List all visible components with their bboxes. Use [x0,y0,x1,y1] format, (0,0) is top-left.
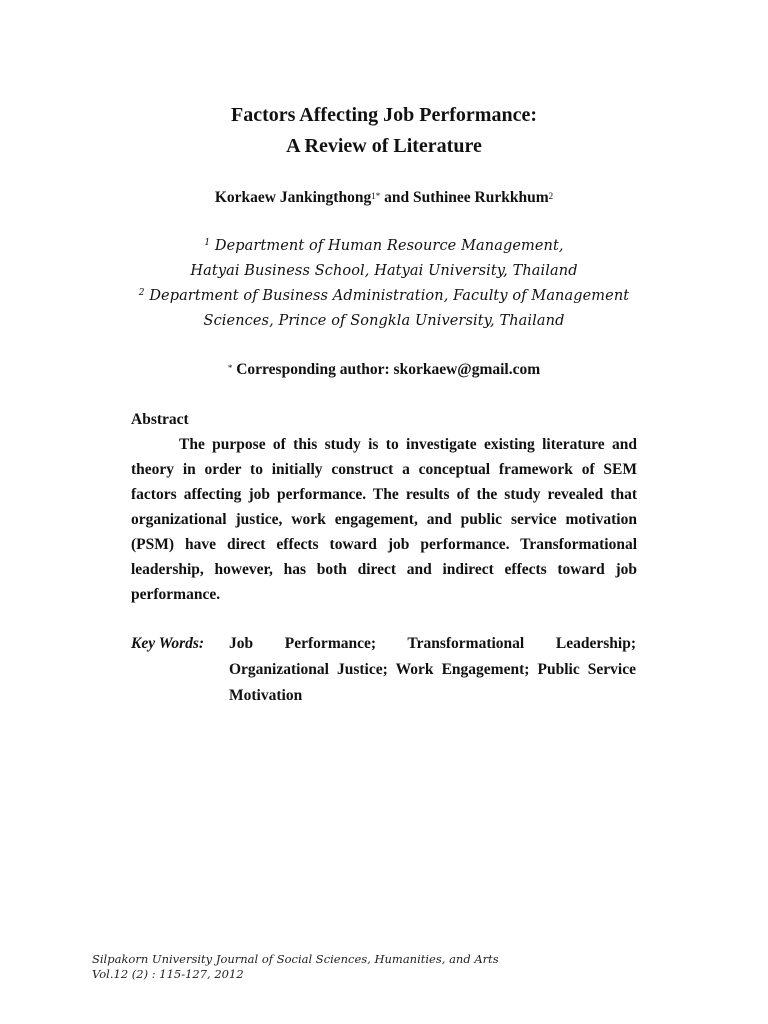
affiliation-2-line-2 [0,308,768,334]
keywords-list [229,631,636,709]
affiliation-text: Department of Human Resource Management, [210,238,564,254]
paper-title-line-1: Factors Affecting Job Performance: [231,104,537,126]
affiliation-mark: 1 [204,238,211,248]
corresponding-author-text: Corresponding author: skorkaew@gmail.com [232,361,541,378]
journal-volume: Vol.12 (2) : 115-127, 2012 [92,967,244,981]
paper-title-line-2: A Review of Literature [286,135,482,157]
keywords-line-1: Job Performance; Transformational Leadership; [229,635,636,652]
affiliation-1-line-1 [0,233,768,259]
affiliation-text: Sciences, Prince of Songkla University, Thailand [203,313,565,329]
author-name: Korkaew Jankingthong [214,189,372,206]
author-name: Suthinee Rurkkhum [412,189,549,206]
corresponding-author [0,358,768,382]
keywords-label: Key Words: [131,635,205,652]
affiliation-mark: 2 [138,288,145,298]
keywords-line-rest: Organizational Justice; Work Engagement; Public Service Motivation [229,661,636,704]
author-connector: and [380,189,413,206]
abstract-heading: Abstract [131,411,189,428]
corresponding-mark: * [227,363,233,373]
author-affiliation-mark: 1* [371,191,381,201]
affiliation-2-line-1 [0,283,768,309]
author-affiliation-mark: 2 [548,191,554,201]
abstract-body: The purpose of this study is to investigate existing literature and theory in order to initially construct a conceptual framework of SEM factors affecting job performance. The results of the study revealed that organizational justice, work engagement, and public service motivation (PSM) have direct effects toward job performance. Transformational leadership, however, has both direct and indirect effects toward job performance. [131,436,637,603]
affiliation-text: Department of Business Administration, Faculty of Management [144,288,630,304]
affiliation-1-line-2 [0,258,768,284]
journal-name: Silpakorn University Journal of Social Sciences, Humanities, and Arts [92,952,499,966]
affiliation-text: Hatyai Business School, Hatyai University, Thailand [190,263,578,279]
author-list [0,186,768,210]
